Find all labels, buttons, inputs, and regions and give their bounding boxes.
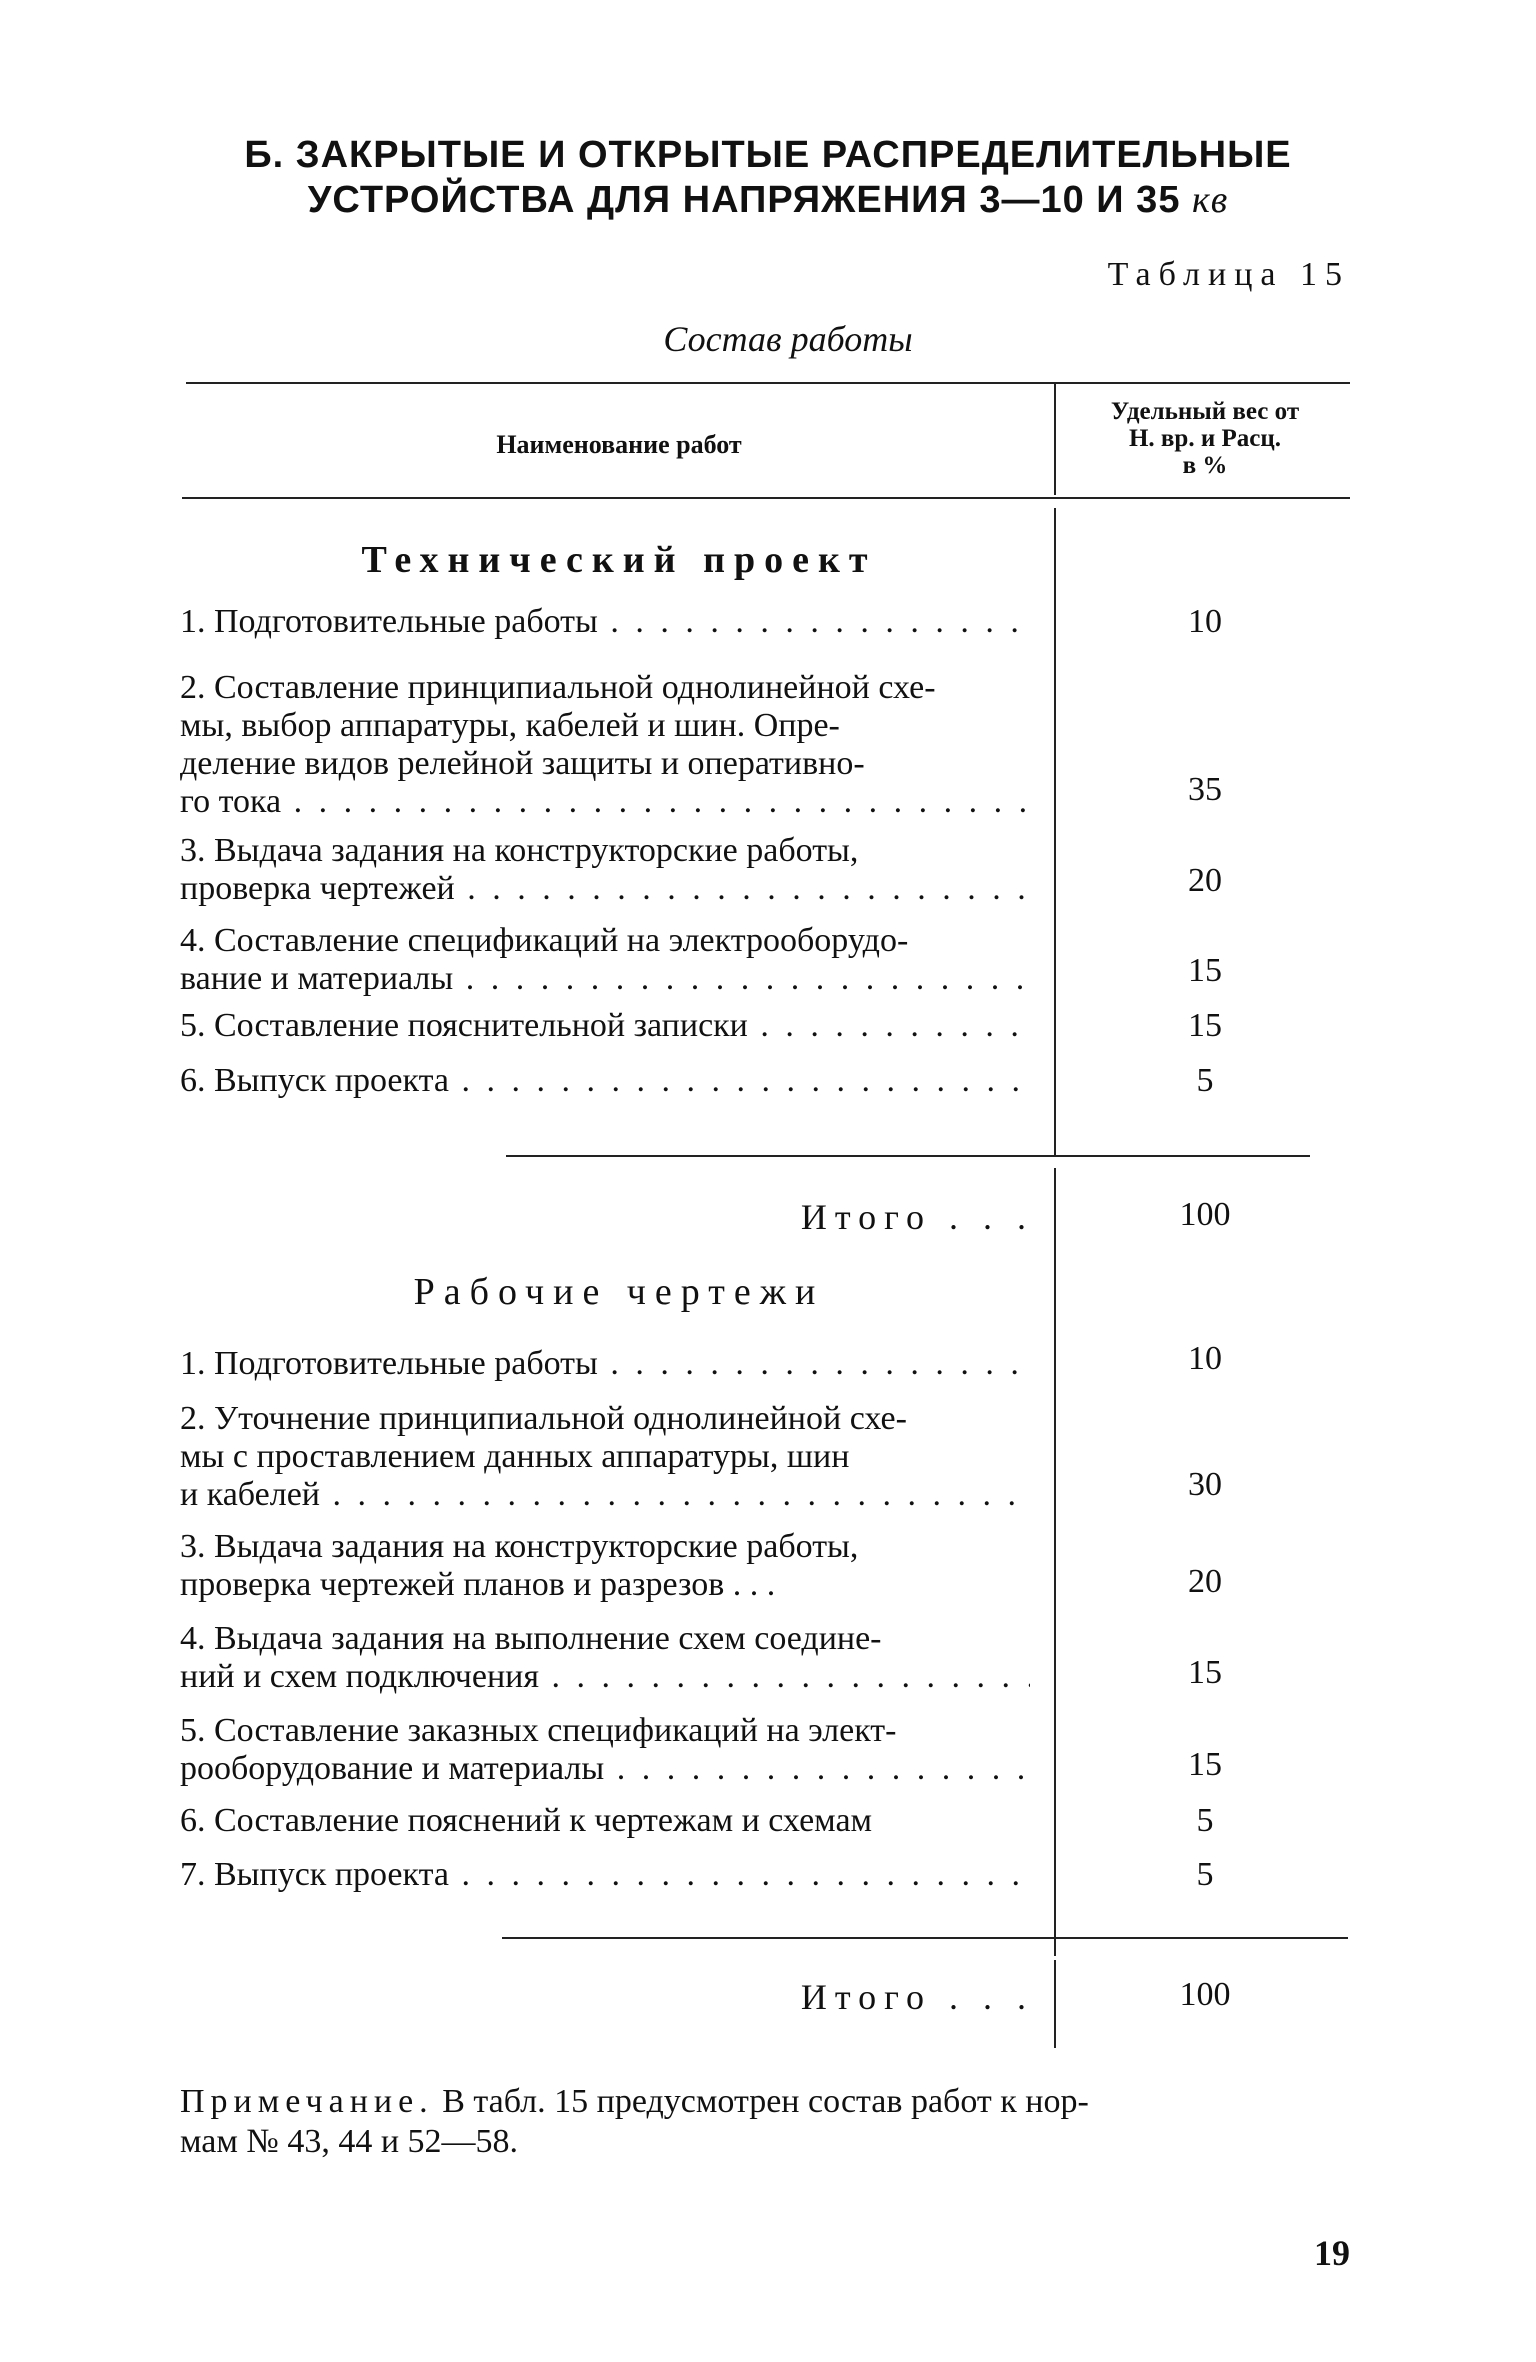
row-value: 10 xyxy=(1188,603,1222,640)
table-number-label: Таблица 15 xyxy=(1107,256,1350,293)
section-heading-main: УСТРОЙСТВА ДЛЯ НАПРЯЖЕНИЯ 3—10 И 35 xyxy=(307,179,1181,221)
row-value: 10 xyxy=(1188,1340,1222,1377)
table-row: 6. Составление пояснений к чертежам и схемам xyxy=(180,1802,873,1839)
section-heading-line-1: Б. ЗАКРЫТЫЕ И ОТКРЫТЫЕ РАСПРЕДЕЛИТЕЛЬНЫЕ xyxy=(244,134,1292,176)
note-text-line-1: В табл. 15 предусмотрен состав работ к нор- xyxy=(442,2083,1089,2120)
total-label: Итого . . . xyxy=(800,1197,1034,1237)
body-column-divider-2 xyxy=(1054,1168,1056,1956)
page-number: 19 xyxy=(1314,2233,1350,2273)
table-row: 1. Подготовительные работы . . . xyxy=(180,603,1030,641)
row-value: 30 xyxy=(1188,1466,1222,1503)
body-column-divider-1 xyxy=(1054,508,1056,1156)
table-row: 4. Выдача задания на выполнение схем соедине- ний и схем подключения . . . xyxy=(180,1620,1030,1696)
total-value: 100 xyxy=(1179,1976,1231,2013)
subtotal-rule-1 xyxy=(506,1155,1310,1157)
section-heading-line-2 xyxy=(0,178,1536,222)
table-row: 5. Составление заказных спецификаций на элект- рооборудование и материалы . . . xyxy=(180,1712,1030,1788)
subtotal-rule-2 xyxy=(502,1937,1348,1939)
row-value: 20 xyxy=(1188,862,1222,899)
column-header-name: Наименование работ xyxy=(496,430,742,459)
table-caption: Состав работы xyxy=(663,319,913,359)
column-header-share xyxy=(1060,398,1350,479)
row-value: 15 xyxy=(1188,952,1222,989)
row-value: 5 xyxy=(1196,1062,1214,1099)
row-value: 15 xyxy=(1188,1007,1222,1044)
table-row: 5. Составление пояснительной записки . . . xyxy=(180,1007,1030,1045)
table-row: 7. Выпуск проекта . . . xyxy=(180,1856,1030,1894)
voltage-unit: кв xyxy=(1192,179,1229,221)
table-top-rule xyxy=(186,382,1350,384)
table-row: 1. Подготовительные работы . . . xyxy=(180,1345,1030,1383)
row-value: 20 xyxy=(1188,1563,1222,1600)
row-value: 15 xyxy=(1188,1746,1222,1783)
table-row: 3. Выдача задания на конструкторские работы, проверка чертежей . . . xyxy=(180,832,1030,908)
section-title-technical-project: Технический проект xyxy=(361,539,877,581)
row-value: 5 xyxy=(1196,1802,1214,1839)
body-column-divider-3 xyxy=(1054,1960,1056,2048)
column-header-share-line-1: Удельный вес от xyxy=(1110,398,1300,425)
table-header-bottom-rule xyxy=(182,497,1350,499)
row-value: 35 xyxy=(1188,771,1222,808)
column-header-share-line-2: Н. вр. и Расц. xyxy=(1128,425,1282,452)
section-title-working-drawings: Рабочие чертежи xyxy=(413,1271,825,1313)
note-text-line-2: мам № 43, 44 и 52—58. xyxy=(180,2123,519,2160)
column-header-share-line-3: в % xyxy=(1182,452,1228,479)
table-row: 2. Уточнение принципиальной однолинейной схе- мы с проставлением данных аппаратуры, шин и кабелей . . . xyxy=(180,1400,1030,1514)
table-row: 4. Составление спецификаций на электрооборудо- вание и материалы . . . xyxy=(180,922,1030,998)
table-note xyxy=(180,2082,1340,2162)
header-column-divider xyxy=(1054,383,1056,495)
table-row: 2. Составление принципиальной однолинейной схе- мы, выбор аппаратуры, кабелей и шин. Опре- деление видов релейной защиты и оперативно- го тока . . . xyxy=(180,669,1030,821)
total-label: Итого . . . xyxy=(800,1977,1034,2017)
table-row: 6. Выпуск проекта . . . xyxy=(180,1062,1030,1100)
note-label: Примечание. xyxy=(180,2083,434,2120)
total-value: 100 xyxy=(1179,1196,1231,1233)
table-row: 3. Выдача задания на конструкторские работы, проверка чертежей планов и разрезов . . . xyxy=(180,1528,859,1603)
row-value: 5 xyxy=(1196,1856,1214,1893)
row-value: 15 xyxy=(1188,1654,1222,1691)
